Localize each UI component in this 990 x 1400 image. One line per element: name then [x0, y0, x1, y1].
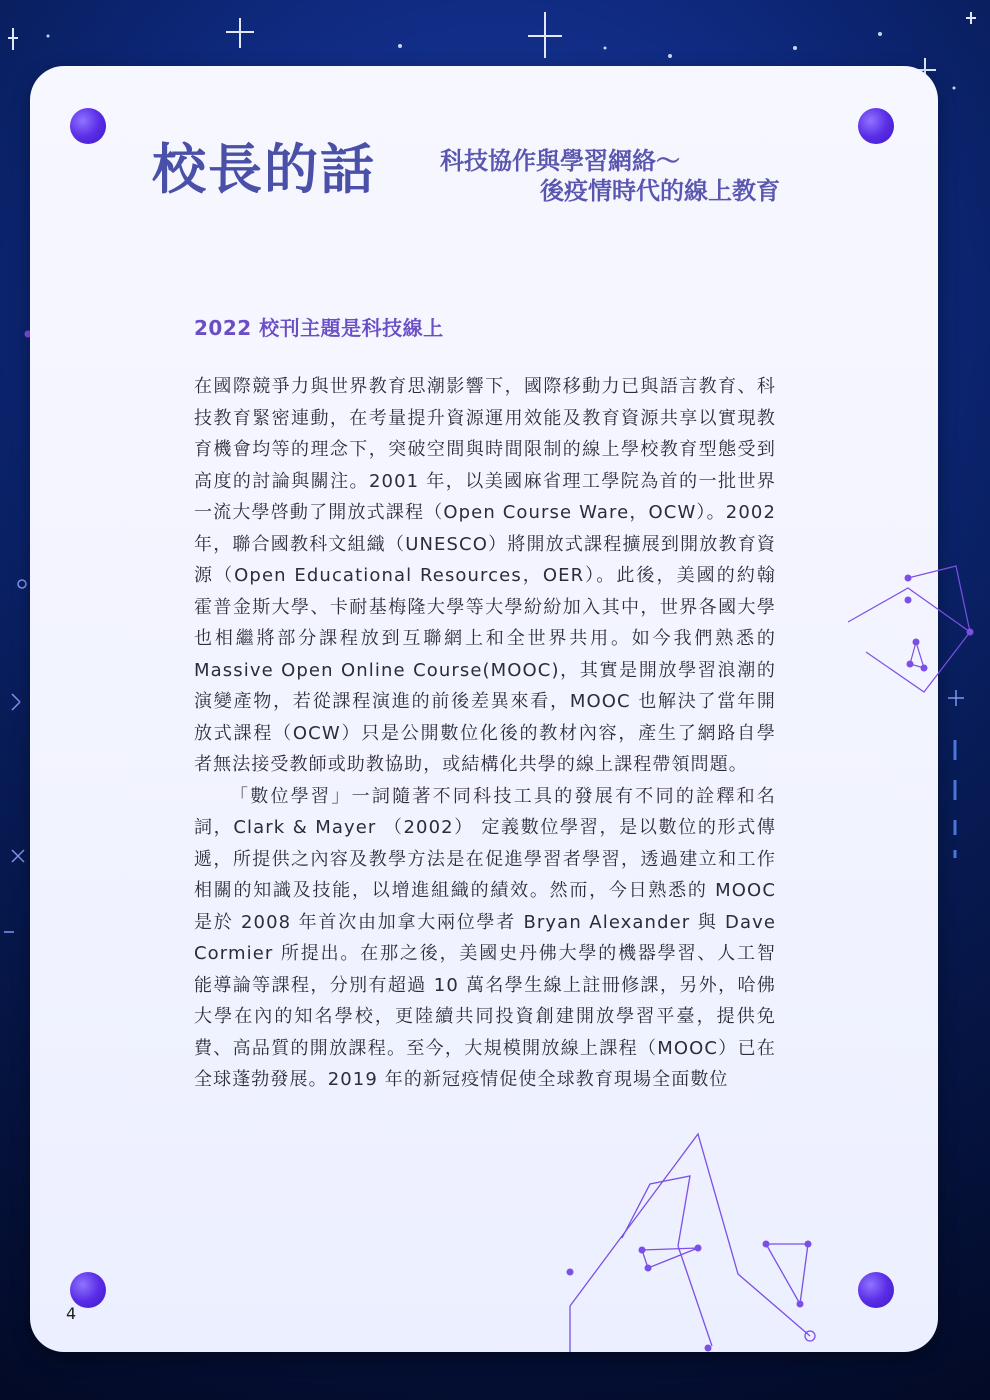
section-heading: 2022 校刊主題是科技線上: [194, 316, 444, 340]
corner-dot-icon: [858, 108, 894, 144]
page-card: [30, 66, 938, 1352]
article-paragraph: 在國際競爭力與世界教育思潮影響下，國際移動力已與語言教育、科技教育緊密連動，在考量提升資源運用效能及教育資源共享以實現教育機會均等的理念下，突破空間與時間限制的線上學校教育型態受到高度的討論與關注。2001 年，以美國麻省理工學院為首的一批世界一流大學啓動了開放式課程（Open Course Ware，OCW）。2002 年，聯合國教科文組織（UNESCO）將開放式課程擴展到開放教育資源（Open Educational Resources，OER）。此後，美國的約翰霍普金斯大學、卡耐基梅隆大學等大學紛紛加入其中，世界各國大學也相繼將部分課程放到互聯網上和全世界共用。如今我們熟悉的 Massive Open Online Course(MOOC)，其實是開放學習浪潮的演變產物，若從課程演進的前後差異來看，MOOC 也解決了當年開放式課程（OCW）只是公開數位化後的教材內容，產生了網路自學者無法接受教師或助教協助，或結構化共學的線上課程帶領問題。: [194, 376, 776, 775]
corner-dot-icon: [858, 1272, 894, 1308]
article-body: [194, 371, 776, 1096]
corner-dot-icon: [70, 1272, 106, 1308]
page-title: 校長的話: [152, 137, 376, 201]
subtitle-line-2: 後疫情時代的線上教育: [540, 176, 780, 205]
subtitle-line-1: 科技協作與學習網絡～: [440, 146, 680, 175]
page-number: 4: [66, 1304, 77, 1323]
bottom-constellation-icon: [562, 1134, 822, 1352]
right-constellation-icon: [846, 560, 986, 700]
corner-dot-icon: [70, 108, 106, 144]
page-subtitle: [440, 146, 840, 206]
article-paragraph: 「數位學習」一詞隨著不同科技工具的發展有不同的詮釋和名詞，Clark & Mayer （2002） 定義數位學習，是以數位的形式傳遞，所提供之內容及教學方法是在促進學習者學習，透過建立和工作相關的知識及技能，以增進組織的績效。然而，今日熟悉的 MOOC 是於 2008 年首次由加拿大兩位學者 Bryan Alexander 與 Dave Cormier 所提出。在那之後，美國史丹佛大學的機器學習、人工智能導論等課程，分別有超過 10 萬名學生線上註冊修課，另外，哈佛大學在內的知名學校，更陸續共同投資創建開放學習平臺，提供免費、高品質的開放課程。至今，大規模開放線上課程（MOOC）已在全球蓬勃發展。2019 年的新冠疫情促使全球教育現場全面數位: [194, 785, 776, 1090]
